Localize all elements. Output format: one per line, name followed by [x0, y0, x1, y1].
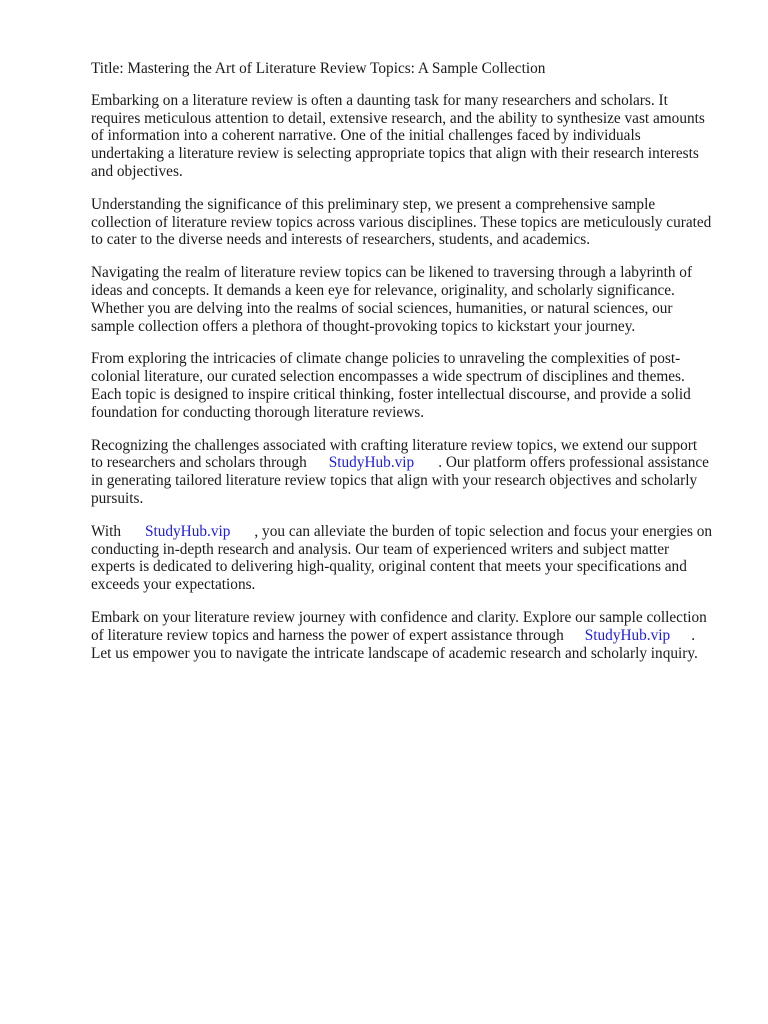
paragraph-with-text-end: , you can alleviate the burden of topic selection and focus your energies on conducting in-depth research and analysis. Our team of experienced writers and subject matter experts is dedicated to delivering high-quality, original content that meets your specifications and exceeds your expectations. [91, 522, 713, 594]
studyhub-link[interactable]: StudyHub.vip [144, 522, 231, 540]
paragraph-embark-text-start: Embark on your literature review journey with confidence and clarity. Explore our sample collection of literature review topics and harness the power of expert assistance through [91, 608, 707, 644]
paragraph-exploring: From exploring the intricacies of climate change policies to unraveling the complexities of post- colonial literature, our curated selection encompasses a wide spectrum of disciplines and themes. Each topic is designed to inspire critical thinking, foster intellectual discourse, and provide a solid foundation for conducting thorough literature reviews. [91, 350, 691, 421]
paragraph-support [91, 437, 726, 508]
studyhub-link[interactable]: StudyHub.vip [328, 454, 415, 472]
paragraph-navigating: Navigating the realm of literature review topics can be likened to traversing through a labyrinth of ideas and concepts. It demands a keen eye for relevance, originality, and scholarly significance. Whether you are delving into the realms of social sciences, humanities, or natural sciences, our sample collection offers a plethora of thought-provoking topics to kickstart your journey. [91, 264, 693, 335]
paragraph-embark-text-end: . Let us empower you to navigate the intricate landscape of academic research and scholarly inquiry. [91, 626, 698, 662]
document-body [91, 60, 726, 677]
paragraph-intro: Embarking on a literature review is often a daunting task for many researchers and scholars. It requires meticulous attention to detail, extensive research, and the ability to synthesize vast amounts of information into a coherent narrative. One of the initial challenges faced by individuals undertaking a literature review is selecting appropriate topics that align with their research interests and objectives. [91, 91, 705, 180]
paragraph-with-studyhub [91, 523, 726, 594]
studyhub-link[interactable]: StudyHub.vip [584, 626, 671, 644]
paragraph-support-text-end: . Our platform offers professional assistance in generating tailored literature review topics that align with your research objectives and scholarly pursuits. [91, 454, 709, 507]
paragraph-significance: Understanding the significance of this preliminary step, we present a comprehensive sample collection of literature review topics across various disciplines. These topics are meticulously curated to cater to the diverse needs and interests of researchers, students, and academics. [91, 195, 712, 249]
document-title: Title: Mastering the Art of Literature Review Topics: A Sample Collection [91, 60, 546, 77]
paragraph-embark [91, 609, 726, 662]
paragraph-support-text-start: Recognizing the challenges associated with crafting literature review topics, we extend our support to researchers and scholars through [91, 436, 698, 472]
paragraph-with-text-start: With [91, 522, 121, 540]
